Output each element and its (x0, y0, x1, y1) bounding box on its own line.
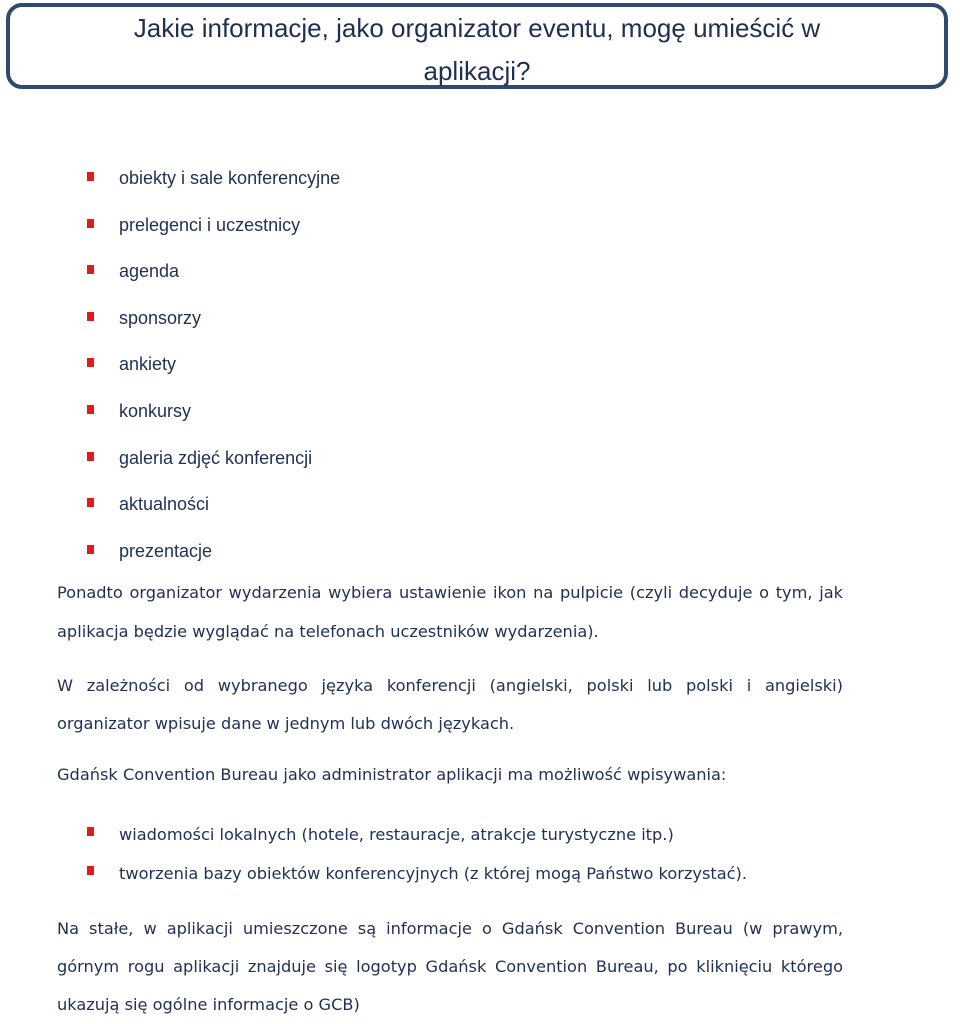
list-item-label: prezentacje (119, 540, 213, 561)
list-item-label: galeria zdjęć konferencji (119, 447, 313, 468)
square-bullet-icon (87, 265, 94, 274)
list-item (87, 528, 340, 575)
paragraph-icon-layout: Ponadto organizator wydarzenia wybiera ustawienie ikon na pulpicie (czyli decyduje o tym, jak aplikacja będzie wyglądać na telefonach uczestników wydarzenia). (57, 583, 843, 641)
square-bullet-icon (87, 452, 94, 461)
list-item (87, 295, 340, 342)
list-item-label: agenda (119, 261, 180, 282)
list-item (87, 248, 340, 295)
square-bullet-icon (87, 405, 94, 414)
paragraph-language: W zależności od wybranego języka konferencji (angielski, polski lub polski i angielski) organizator wpisuje dane w jednym lub dwóch językach. (57, 676, 843, 733)
list-item (87, 854, 747, 893)
square-bullet-icon (87, 219, 94, 228)
title-box (6, 3, 948, 89)
square-bullet-icon (87, 358, 94, 367)
list-item-label: ankiety (119, 354, 177, 375)
list-item (87, 815, 747, 854)
list-item-label: sponsorzy (119, 307, 202, 328)
list-item-label: obiekty i sale konferencyjne (119, 168, 341, 188)
page-title: Jakie informacje, jako organizator eventu, mogę umieścić w aplikacji? (133, 13, 821, 86)
list-item (87, 388, 340, 435)
feature-list (87, 155, 340, 574)
gcb-list (87, 815, 747, 893)
paragraph-gcb-info: Na stałe, w aplikacji umieszczone są informacje o Gdańsk Convention Bureau (w prawym, górnym rogu aplikacji znajduje się logotyp Gdańsk Convention Bureau, po kliknięciu którego ukazują się ogólne informacje o GCB) (57, 919, 843, 1014)
list-item-label: tworzenia bazy obiektów konferencyjnych (z której mogą Państwo korzystać). (119, 864, 748, 883)
list-item (87, 155, 340, 202)
list-item (87, 202, 340, 249)
list-item (87, 481, 340, 528)
square-bullet-icon (87, 172, 94, 181)
list-item-label: wiadomości lokalnych (hotele, restauracje, atrakcje turystyczne itp.) (119, 825, 674, 844)
square-bullet-icon (87, 312, 94, 321)
square-bullet-icon (87, 827, 94, 836)
list-item-label: konkursy (119, 400, 192, 421)
square-bullet-icon (87, 498, 94, 507)
list-item (87, 435, 340, 482)
square-bullet-icon (87, 866, 94, 875)
list-item (87, 341, 340, 388)
list-item-label: aktualności (119, 494, 210, 515)
square-bullet-icon (87, 545, 94, 554)
paragraph-gcb-admin: Gdańsk Convention Bureau jako administrator aplikacji ma możliwość wpisywania: (57, 765, 727, 784)
list-item-label: prelegenci i uczestnicy (119, 214, 301, 235)
